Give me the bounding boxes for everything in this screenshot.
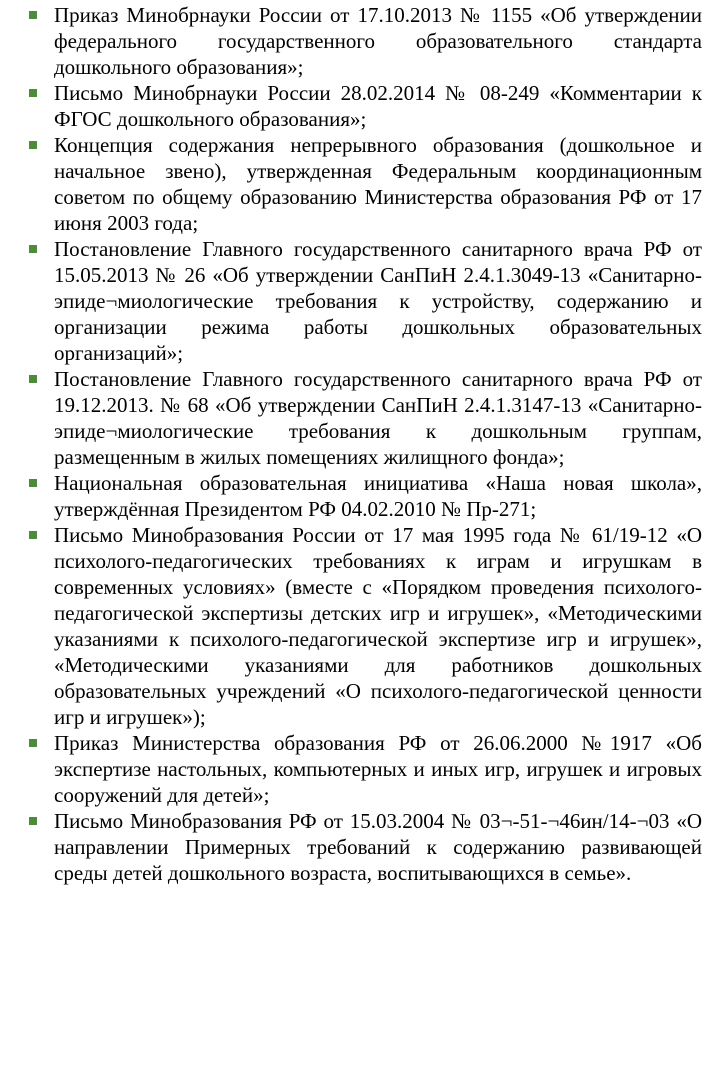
list-item (0, 808, 702, 886)
list-item-text: Постановление Главного государственного санитарного врача РФ от 19.12.2013. № 68 «Об утверждении СанПиН 2.4.1.3147-13 «Санитарно-эпиде¬миологические требования к дошкольным группам, размещенным в жилых помещениях жилищного фонда»; (54, 367, 702, 469)
square-bullet-icon (29, 479, 37, 487)
list-item-text: Письмо Минобразования РФ от 15.03.2004 № 03¬-51-¬46ин/14-¬03 «О направлении Примерных требований к содержанию развивающей среды детей дошкольного возраста, воспитывающихся в семье». (54, 809, 702, 885)
list-item (0, 470, 702, 522)
square-bullet-icon (29, 89, 37, 97)
list-item-text: Приказ Министерства образования РФ от 26.06.2000 №1917 «Об экспертизе настольных, компьютерных и иных игр, игрушек и игровых сооружений для детей»; (54, 731, 702, 807)
list-item-text: Постановление Главного государственного санитарного врача РФ от 15.05.2013 № 26 «Об утверждении СанПиН 2.4.1.3049-13 «Санитарно-эпиде¬миологические требования к устройству, содержанию и организации режима работы дошкольных образовательных организаций»; (54, 237, 702, 365)
list-item (0, 236, 702, 366)
list-item (0, 2, 702, 80)
square-bullet-icon (29, 531, 37, 539)
list-item (0, 522, 702, 730)
square-bullet-icon (29, 11, 37, 19)
square-bullet-icon (29, 141, 37, 149)
square-bullet-icon (29, 375, 37, 383)
list-item (0, 80, 702, 132)
square-bullet-icon (29, 245, 37, 253)
list-item (0, 366, 702, 470)
list-item-text: Национальная образовательная инициатива «Наша новая школа», утверждённая Президентом РФ 04.02.2010 № Пр-271; (54, 471, 702, 521)
square-bullet-icon (29, 817, 37, 825)
list-item-text: Письмо Минобрнауки России 28.02.2014 № 08-249 «Комментарии к ФГОС дошкольного образования»; (54, 81, 702, 131)
list-item-text: Письмо Минобразования России от 17 мая 1995 года № 61/19-12 «О психолого-педагогических требованиях к играм и игрушкам в современных условиях» (вместе с «Порядком проведения психолого-педагогической экспертизы детских игр и игрушек», «Методическими указаниями к психолого-педагогической экспертизе игр и игрушек», «Методическими указаниями для работников дошкольных образовательных учреждений «О психолого-педагогической ценности игр и игрушек»); (54, 523, 702, 729)
list-item-text: Приказ Минобрнауки России от 17.10.2013 № 1155 «Об утверждении федерального государственного образовательного стандарта дошкольного образования»; (54, 3, 702, 79)
list-item (0, 730, 702, 808)
square-bullet-icon (29, 739, 37, 747)
regulations-list (0, 2, 702, 886)
list-item-text: Концепция содержания непрерывного образования (дошкольное и начальное звено), утвержденная Федеральным координационным советом по общему образованию Министерства образования РФ от 17 июня 2003 года; (54, 133, 702, 235)
list-item (0, 132, 702, 236)
